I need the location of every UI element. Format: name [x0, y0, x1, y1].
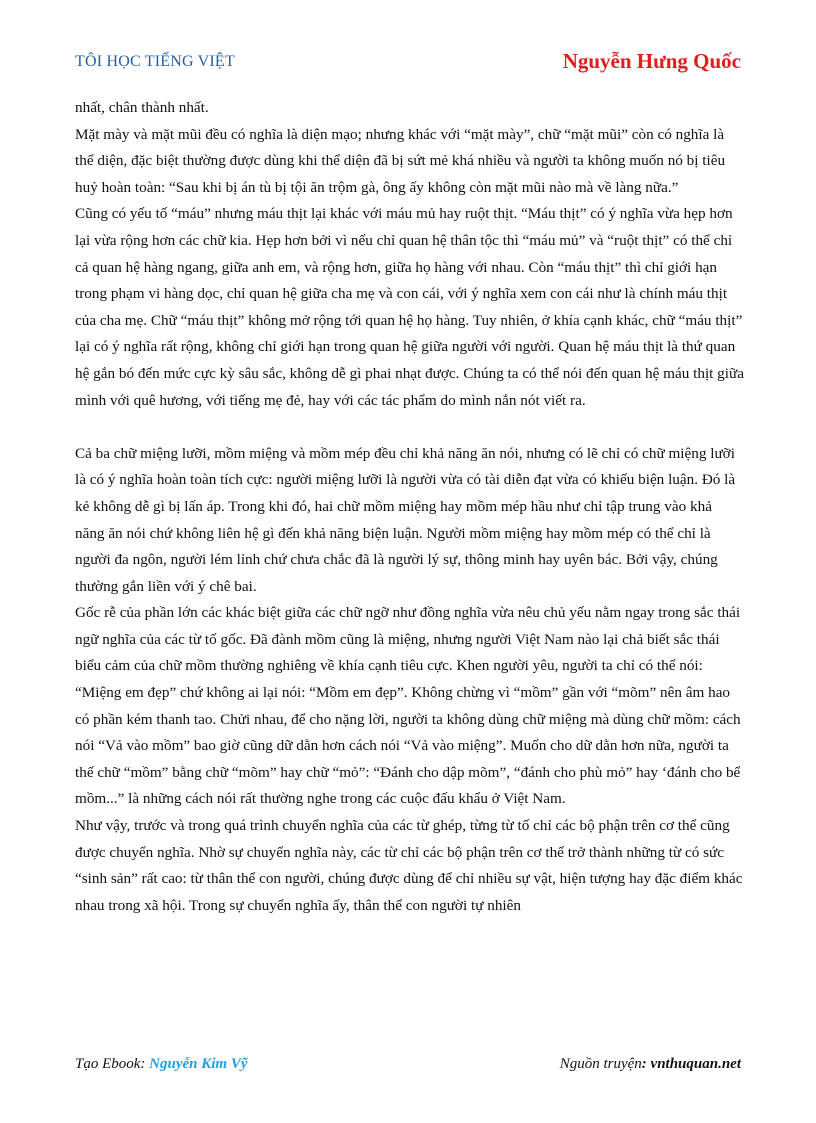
book-title: TÔI HỌC TIẾNG VIỆT: [75, 53, 235, 70]
paragraph: Cả ba chữ miệng lưỡi, mồm miệng và mồm mép đều chỉ khả năng ăn nói, nhưng có lẽ chỉ có chữ miệng lưỡi là có ý nghĩa hoàn toàn tích cực: người miệng lưỡi là người vừa có tài diễn đạt vừa có khiếu biện luận. Đó là kẻ không dễ gì bị lấn áp. Trong khi đó, hai chữ mồm miệng hay mồm mép hầu như chỉ tập trung vào khả năng ăn nói chứ không liên hệ gì đến khả năng biện luận. Người mồm miệng hay mồm mép có thể chỉ là người đa ngôn, người lém lỉnh chứ chưa chắc đã là người lý sự, thông minh hay uyên bác. Bởi vậy, chúng thường gắn liền với ý chê bai.: [75, 444, 736, 595]
paragraph: Như vậy, trước và trong quá trình chuyển nghĩa của các từ ghép, từng từ tố chỉ các bộ phận trên cơ thể cũng được chuyển nghĩa. Nhờ sự chuyển nghĩa này, các từ chỉ các bộ phận trên cơ thể trở thành những từ có sức “sinh sản” rất cao: từ thân thể con người, chúng được dùng để chỉ nhiều sự vật, hiện tượng hay đặc điểm khác nhau trong xã hội. Trong sự chuyển nghĩa ấy, thân thể con người tự nhiên: [75, 817, 743, 914]
author-name: Nguyễn Hưng Quốc: [562, 49, 741, 73]
page-body: [75, 95, 745, 919]
ebook-creator: Nguyễn Kim Vỹ: [149, 1056, 248, 1072]
source-label: Nguồn truyện: [559, 1056, 642, 1072]
source-separator: :: [641, 1056, 651, 1072]
paragraph: Gốc rễ của phần lớn các khác biệt giữa các chữ ngỡ như đồng nghĩa vừa nêu chủ yếu nằm ngay trong sắc thái ngữ nghĩa của các từ tố gốc. Đã đành mồm cũng là miệng, nhưng người Việt Nam nào lại chả biết sắc thái biểu cảm của chữ mồm thường nghiêng về khía cạnh tiêu cực. Khen người yêu, người ta chỉ có thể nói: “Miệng em đẹp” chứ không ai lại nói: “Mồm em đẹp”. Không chừng vì “mồm” gần với “mõm” nên âm hao có phần kém thanh tao. Chửi nhau, để cho nặng lời, người ta không dùng chữ miệng mà dùng chữ mồm: cách nói “Vả vào mồm” bao giờ cũng dữ dằn hơn cách nói “Vả vào miệng”. Muốn cho dữ dằn hơn nữa, người ta thế chữ “mồm” bằng chữ “mõm” hay chữ “mỏ”: “Đánh cho dập mõm”, “đánh cho phù mỏ” hay ‘đánh cho bể mồm...” là những cách nói rất thường nghe trong các cuộc đấu khẩu ở Việt Nam.: [75, 604, 741, 808]
paragraph: nhất, chân thành nhất.: [75, 99, 209, 116]
paragraph: Cũng có yếu tố “máu” nhưng máu thịt lại khác với máu mủ hay ruột thịt. “Máu thịt” có ý nghĩa vừa hẹp hơn lại vừa rộng hơn các chữ kia. Hẹp hơn bởi vì nếu chỉ quan hệ thân tộc thì “máu mủ” và “ruột thịt” có thể chỉ cả quan hệ hàng ngang, giữa anh em, và rộng hơn, giữa họ hàng với nhau. Còn “máu thịt” thì chỉ giới hạn trong phạm vi hàng dọc, chỉ quan hệ giữa cha mẹ và con cái, với ý nghĩa xem con cái như là chính máu thịt của cha mẹ. Chữ “máu thịt” không mở rộng tới quan hệ họ hàng. Tuy nhiên, ở khía cạnh khác, chữ “máu thịt” lại có ý nghĩa rất rộng, không chỉ giới hạn trong quan hệ giữa người với người. Quan hệ máu thịt là thứ quan hệ gắn bó đến mức cực kỳ sâu sắc, không dễ gì phai nhạt được. Chúng ta có thể nói đến quan hệ máu thịt giữa mình với quê hương, với tiếng mẹ đẻ, hay với các tác phẩm do mình nắn nót viết ra.: [75, 205, 744, 409]
ebook-credit: [75, 1056, 248, 1073]
ebook-label: Tạo Ebook: [75, 1056, 141, 1072]
ebook-separator: :: [140, 1056, 150, 1072]
paragraph: Mặt mày và mặt mũi đều có nghĩa là diện mạo; nhưng khác với “mặt mày”, chữ “mặt mũi” còn có nghĩa là thể diện, đặc biệt thường được dùng khi thể diện đã bị sứt mẻ khá nhiều và người ta không muốn nó bị tiêu huỷ hoàn toàn: “Sau khi bị án tù bị tội ăn trộm gà, ông ấy không còn mặt mũi nào mà về làng nữa.”: [75, 125, 726, 196]
source-credit: [560, 1056, 741, 1073]
source-site: vnthuquan.net: [650, 1056, 741, 1072]
